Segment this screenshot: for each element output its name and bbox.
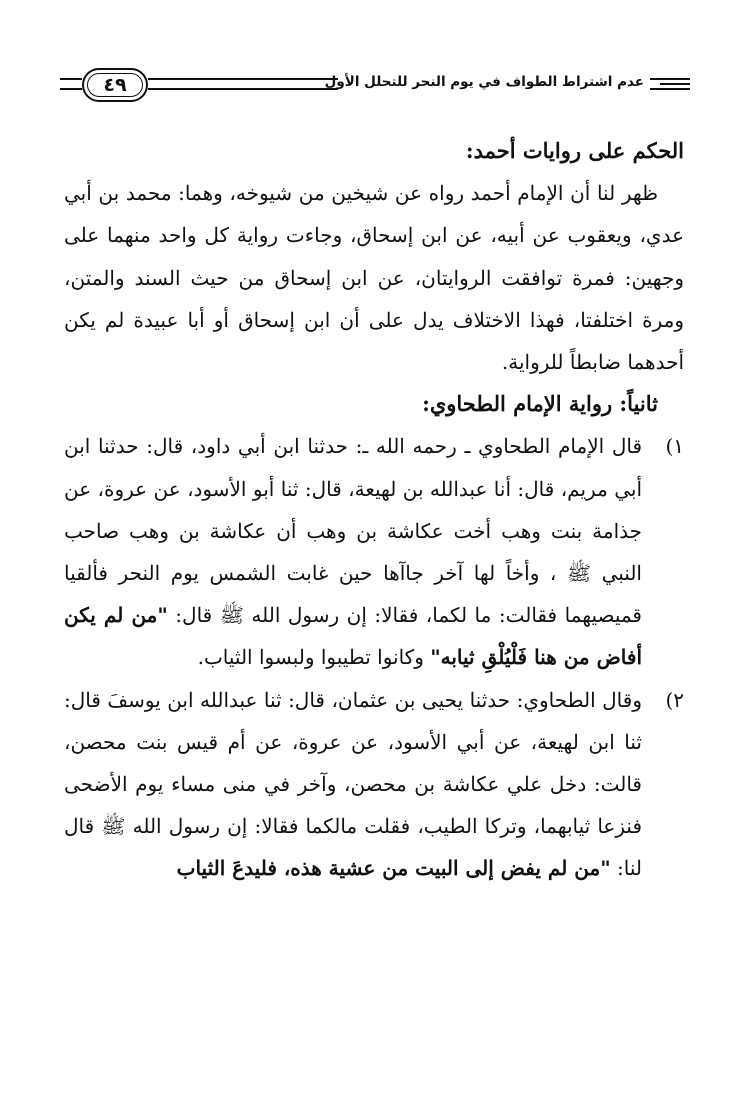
item-number: ١) [665,434,684,459]
header-rule-mid-bottom [148,88,350,90]
hadith-quote: "من لم يفض إلى البيت من عشية هذه، فليدعَ الثياب [176,856,611,881]
main-text [64,130,684,890]
running-title: عدم اشتراط الطواف في يوم النحر للتحلل الأول [338,74,650,90]
hadith-quote: "من لم يكن أفاض من هنا فَلْيُلْقِ ثيابه" [64,603,642,670]
item-text-end: وكانوا تطيبوا ولبسوا الثياب. [197,645,431,670]
heading-second-narration: ثانياً: رواية الإمام الطحاوي: [422,391,658,417]
header-rule-mid-top [148,78,350,80]
numbered-item-2 [64,679,684,890]
item-text: وقال الطحاوي: حدثنا يحيى بن عثمان، قال: ثنا عبدالله ابن يوسفَ قال: ثنا ابن لهيعة، عن أبي الأسود، عن عروة، عن أم قيس بنت محصن، قالت: دخل علي عكاشة بن محصن، وآخر في منى مساء يوم الأضحى فنزعا ثيابهما، وتركا الطيب، فقلت مالكما فقالا: إن رسول الله ﷺ قال لنا: [64,687,642,881]
heading-ruling: الحكم على روايات أحمد: [465,138,684,163]
item-number: ٢) [665,687,684,712]
running-header [60,64,690,110]
paragraph-ruling: ظهر لنا أن الإمام أحمد رواه عن شيخين من شيوخه، وهما: محمد بن أبي عدي، ويعقوب عن أبيه، عن ابن إسحاق، وجاءت رواية كل واحد منهما على وجهين: فمرة توافقت الروايتان، عن ابن إسحاق من حيث السند والمتن، ومرة اختلفتا، فهذا الاختلاف يدل على أن ابن إسحاق أو أبا عبيدة لم يكن أحدهما ضابطاً للرواية. [64,181,684,375]
page-number [82,68,148,102]
header-rule-left-top [60,78,82,80]
item-text: قال الإمام الطحاوي ـ رحمه الله ـ: حدثنا ابن أبي داود، قال: حدثنا ابن أبي مريم، قال: أنا عبدالله بن لهيعة، قال: ثنا أبو الأسود، عن عروة، عن جذامة بنت وهب أخت عكاشة بن وهب أن عكاشة بن وهب صاحب النبي ﷺ ، وأخاً لها آخر جاآها حين غابت الشمس يوم النحر فألقيا قميصيهما فقالت: ما لكما، فقالا: إن رسول الله ﷺ قال: [64,434,642,628]
header-rule-left-bottom [60,88,82,90]
header-end-mark [660,83,690,85]
numbered-item-1 [64,425,684,678]
page-number-text: ٤٩ [103,73,127,96]
